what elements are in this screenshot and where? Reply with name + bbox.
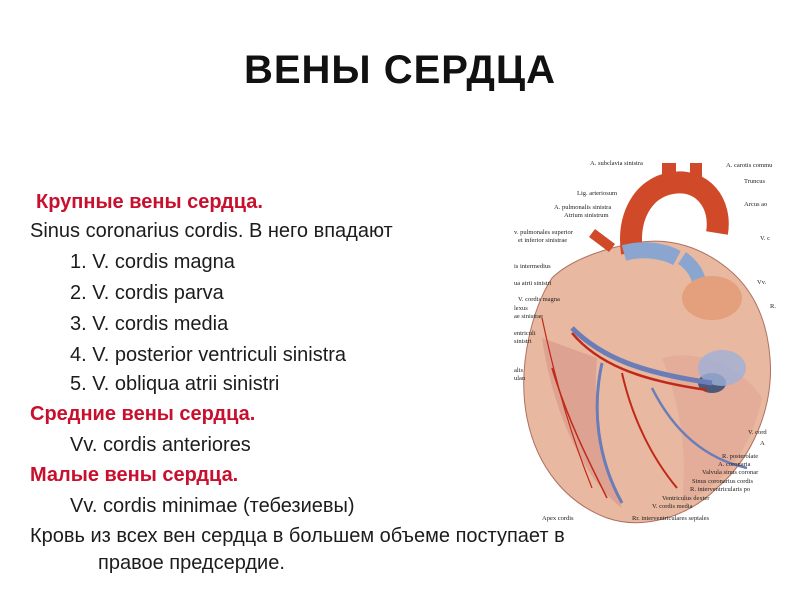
label-plexus-sinister: ae sinistrae	[514, 313, 544, 320]
label-sinus-intermedius: is intermedius	[514, 263, 551, 270]
heart-illustration	[512, 158, 782, 533]
label-r-interventricularis: R. interventricularis po	[690, 486, 751, 493]
label-auricula: ua atrii sinistri	[514, 280, 552, 287]
label-rr-septales: Rr. interventriculares septales	[632, 515, 710, 522]
label-r-posterolateral: R. posterolate	[722, 453, 759, 460]
label-plexus: lexus	[514, 305, 528, 312]
label-sinistri: sinistri	[514, 338, 532, 345]
label-v-cordis-magna: V. cordis magna	[518, 296, 560, 303]
label-vv-pulmonales: v. pulmonales superior	[514, 229, 573, 236]
label-a-coronaria: A. coronaria	[718, 461, 751, 468]
label-a-pulmonalis: A. pulmonalis sinistra	[554, 204, 612, 211]
list-item: 3. V. cordis media	[70, 313, 229, 335]
label-lig-arteriosum: Lig. arteriosum	[577, 190, 618, 197]
label-v-cordis: V. cord	[748, 429, 767, 436]
label-ventriculi: entriculi	[514, 330, 536, 337]
pulmonary-vein	[592, 233, 612, 248]
label-apex-cordis: Apex cordis	[542, 515, 574, 522]
label-r: R.	[770, 303, 776, 310]
large-veins-heading: Крупные вены сердца.	[36, 191, 263, 213]
list-item: 5. V. obliqua atrii sinistri	[70, 373, 280, 395]
slide-title: ВЕНЫ СЕРДЦА	[243, 48, 557, 92]
small-veins-item: Vv. cordis minimae (тебезиевы)	[70, 495, 355, 517]
label-truncus: Truncus	[744, 178, 766, 185]
conclusion-line-2: правое предсердие.	[98, 552, 285, 574]
label-alis: alis	[514, 367, 524, 374]
label-sinus-coronarius: Sinus coronarius cordis	[692, 478, 754, 485]
label-a-carotis: A. carotis commu	[726, 162, 773, 169]
left-atrium	[682, 276, 742, 320]
medium-veins-heading: Средние вены сердца.	[30, 403, 256, 425]
list-item: 4. V. posterior ventriculi sinistra	[70, 344, 347, 366]
label-v-c: V. c	[760, 235, 770, 242]
conclusion-line-1: Кровь из всех вен сердца в большем объеме поступает в	[30, 525, 565, 547]
label-v-cordis-media: V. cordis media	[652, 503, 693, 510]
pulmonary-vein	[624, 250, 677, 258]
list-item: 2. V. cordis parva	[70, 282, 224, 304]
small-veins-heading: Малые вены сердца.	[30, 464, 239, 486]
left-subclavian-artery	[662, 163, 676, 193]
label-valvula: Valvula sinus coronar	[702, 469, 759, 476]
label-arcus-aortae: Arcus ao	[744, 201, 768, 208]
label-et-inferior: et inferior sinistrae	[518, 237, 568, 244]
label-ulan: ulan	[514, 375, 526, 382]
large-veins-intro: Sinus coronarius cordis. В него впадают	[30, 220, 393, 242]
label-vv: Vv.	[757, 279, 767, 286]
label-atrium-sinistrum: Atrium sinistrum	[564, 212, 609, 219]
label-ventriculus-dexter: Ventriculus dexter	[662, 495, 710, 502]
label-a-subclavia: A. subclavia sinistra	[590, 160, 643, 167]
left-carotid-artery	[690, 163, 702, 191]
medium-veins-item: Vv. cordis anteriores	[70, 434, 251, 456]
label-atrium: A	[760, 440, 765, 447]
list-item: 1. V. cordis magna	[70, 251, 235, 273]
